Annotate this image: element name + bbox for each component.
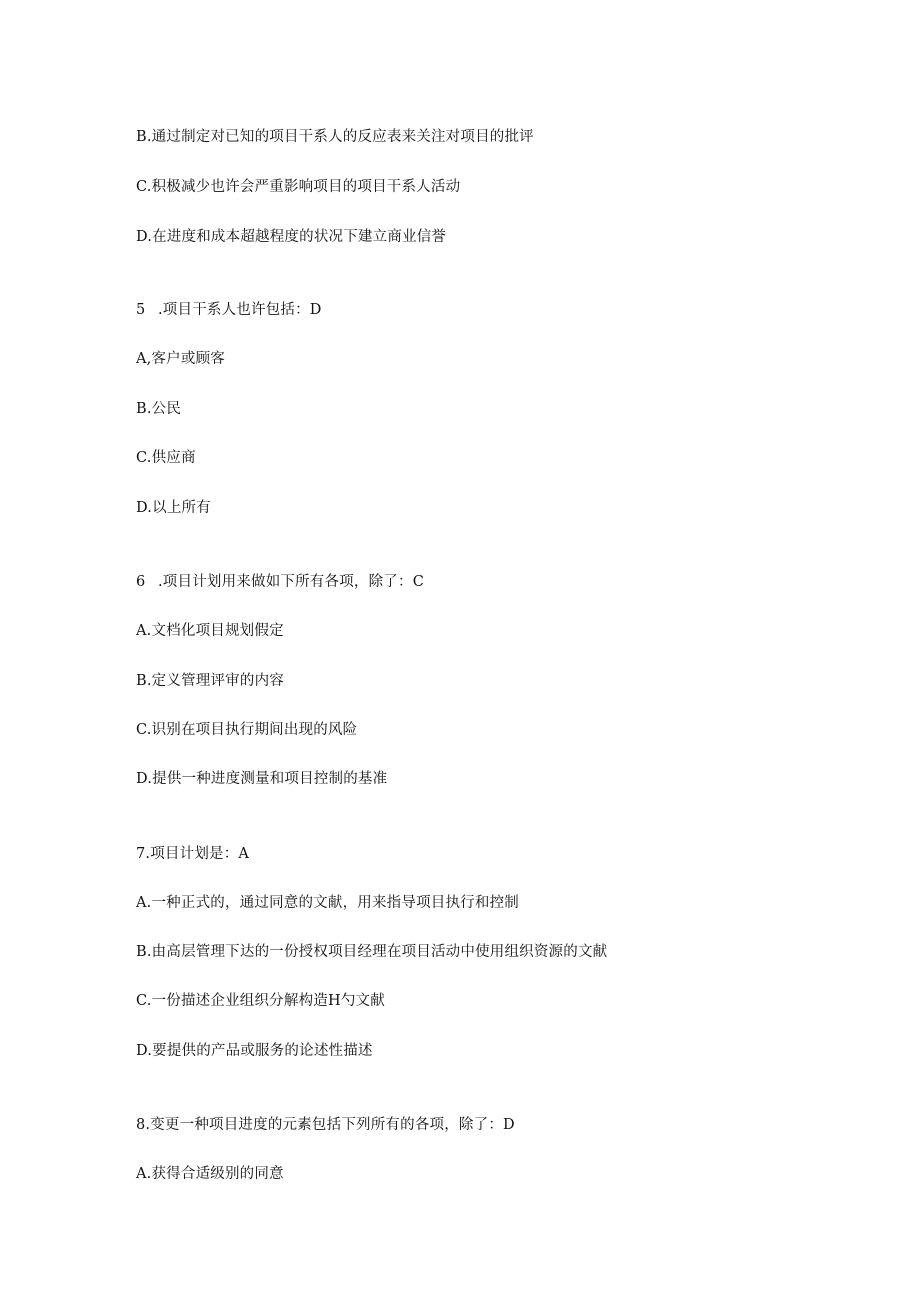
question-8: 8.变更一种项目进度的元素包括下列所有的各项，除了：D bbox=[136, 1117, 515, 1133]
option-c-q5: C.供应商 bbox=[136, 450, 196, 466]
option-a-q7: A.一种正式的，通过同意的文献，用来指导项目执行和控制 bbox=[136, 895, 519, 911]
option-d-q5: D.以上所有 bbox=[136, 500, 211, 516]
option-b-q7: B.由高层管理下达的一份授权项目经理在项目活动中使用组织资源的文献 bbox=[136, 944, 608, 960]
option-b-q5: B.公民 bbox=[136, 401, 182, 417]
option-a-q8: A.获得合适级别的同意 bbox=[136, 1166, 284, 1182]
option-d-q6: D.提供一种进度测量和项目控制的基准 bbox=[136, 771, 388, 787]
question-6: 6 .项目计划用来做如下所有各项，除了：C bbox=[136, 574, 425, 590]
option-a-q6: A.文档化项目规划假定 bbox=[136, 623, 284, 639]
question-5: 5 .项目干系人也许包括：D bbox=[136, 302, 322, 318]
option-c-q7: C.一份描述企业组织分解构造H勺文献 bbox=[136, 993, 385, 1009]
question-number: 6 bbox=[136, 574, 146, 590]
question-number: 5 bbox=[136, 302, 146, 318]
question-7: 7.项目计划是：A bbox=[136, 846, 250, 862]
option-c-q6: C.识别在项目执行期间出现的风险 bbox=[136, 722, 358, 738]
option-d-q4: D.在进度和成本超越程度的状况下建立商业信誉 bbox=[136, 229, 447, 245]
option-b-q4: B.通过制定对已知的项目干系人的反应表来关注对项目的批评 bbox=[136, 129, 534, 145]
option-d-q7: D.要提供的产品或服务的论述性描述 bbox=[136, 1043, 373, 1059]
option-b-q6: B.定义管理评审的内容 bbox=[136, 673, 284, 689]
option-a-q5: A,客户或顾客 bbox=[136, 351, 225, 367]
option-c-q4: C.积极减少也许会严重影响项目的项目干系人活动 bbox=[136, 179, 461, 195]
